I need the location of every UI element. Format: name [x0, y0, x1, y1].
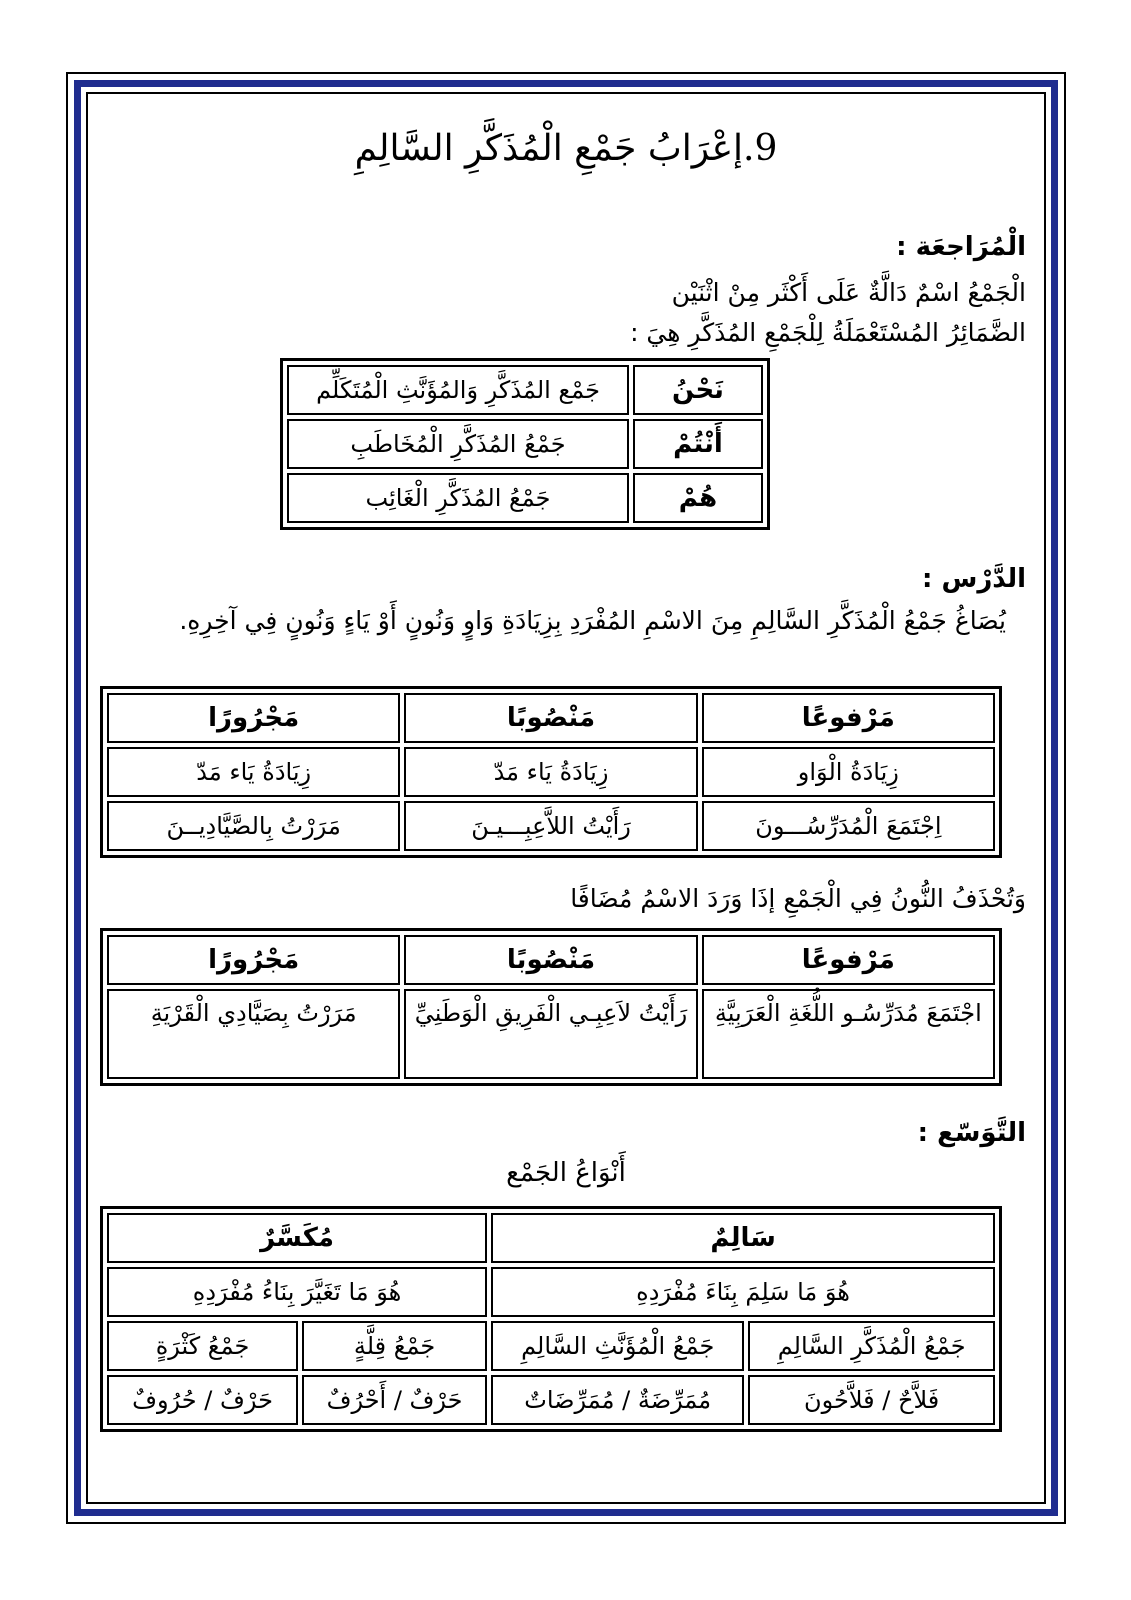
- table-header-row: [107, 693, 995, 743]
- expansion-caption: أَنْوَاعُ الجَمْع: [506, 1158, 626, 1188]
- lesson-text: يُصَاغُ جَمْعُ الْمُذَكَّرِ السَّالِمِ مِنَ الاسْمِ المُفْرَدِ بِزِيَادَةِ وَاوٍ وَنُونٍ أَوْ يَاءٍ وَنُونٍ فِي آخِرِهِ.: [179, 606, 1006, 635]
- pronoun-desc-cell: جَمْع المُذَكَّرِ وَالمُؤَنَّثِ الْمُتَكَلِّم: [287, 365, 629, 415]
- pronouns-table: [280, 358, 770, 530]
- table-row: [107, 1375, 995, 1425]
- review-line-1: الْجَمْعُ اسْمٌ دَالَّةٌ عَلَى أَكْثَر مِنْ اثْنَيْن: [671, 278, 1026, 307]
- header-majrur: مَجْرُورًا: [107, 935, 400, 985]
- expansion-heading: التَّوَسّع :: [917, 1118, 1026, 1148]
- table-cell: زِيَادَةُ يَاء مَدّ: [107, 747, 400, 797]
- table-row: [107, 747, 995, 797]
- table-cell: رَأَيْتُ اللاَّعِبِـــيـنَ: [404, 801, 697, 851]
- subtype-cell: جَمْعُ كَثْرَةٍ: [107, 1321, 298, 1371]
- type-mukassar: مُكَسَّرٌ: [107, 1213, 487, 1263]
- header-mansub: مَنْصُوبًا: [404, 935, 697, 985]
- example-cell: مُمَرِّضَةٌ / مُمَرِّضَاتٌ: [491, 1375, 744, 1425]
- table-cell: رَأَيْتُ لاَعِبِـي الْفَرِيقِ الْوَطَنِيِّ: [404, 989, 697, 1079]
- example-cell: حَرْفٌ / حُرُوفٌ: [107, 1375, 298, 1425]
- table-row: [107, 1321, 995, 1371]
- pronoun-desc-cell: جَمْعُ المُذَكَّرِ الْغَائِب: [287, 473, 629, 523]
- definition-cell: هُوَ مَا سَلِمَ بِنَاءَ مُفْرَدِهِ: [491, 1267, 995, 1317]
- lesson-heading: الدَّرْس :: [922, 564, 1026, 594]
- pronoun-cell: هُمْ: [633, 473, 763, 523]
- type-salim: سَالِمٌ: [491, 1213, 995, 1263]
- deletion-table: [100, 928, 1002, 1086]
- subtype-cell: جَمْعُ قِلَّةٍ: [302, 1321, 487, 1371]
- table-header-row: [107, 935, 995, 985]
- example-cell: فَلاَّحٌ / فَلاَّحُونَ: [748, 1375, 995, 1425]
- subtype-cell: جَمْعُ الْمُذَكَّرِ السَّالِمِ: [748, 1321, 995, 1371]
- table-row: [287, 365, 763, 415]
- header-mansub: مَنْصُوبًا: [404, 693, 697, 743]
- table-row: [107, 989, 995, 1079]
- table-header-row: [107, 1213, 995, 1263]
- lesson-table: [100, 686, 1002, 858]
- table-cell: زِيَادَةُ الْوَاو: [702, 747, 995, 797]
- example-cell: حَرْفٌ / أَحْرُفٌ: [302, 1375, 487, 1425]
- table-cell: زِيَادَةُ يَاء مَدّ: [404, 747, 697, 797]
- header-marfu: مَرْفوعًا: [702, 935, 995, 985]
- table-row: [287, 473, 763, 523]
- table-cell: مَرَرْتُ بِالصَّيَّادِيــنَ: [107, 801, 400, 851]
- subtype-cell: جَمْعُ الْمُؤَنَّثِ السَّالِمِ: [491, 1321, 744, 1371]
- table-row: [287, 419, 763, 469]
- table-cell: مَرَرْتُ بِصَيَّادِي الْقَرْيَةِ: [107, 989, 400, 1079]
- pronoun-cell: نَحْنُ: [633, 365, 763, 415]
- plural-types-table: [100, 1206, 1002, 1432]
- table-row: [107, 801, 995, 851]
- pronoun-desc-cell: جَمْعُ المُذَكَّرِ الْمُخَاطَبِ: [287, 419, 629, 469]
- table-cell: اجْتَمَعَ مُدَرِّسُـو اللُّغَةِ الْعَرَبِيَّةِ: [702, 989, 995, 1079]
- review-line-2: الضَّمَائِرُ المُسْتَعْمَلَةُ لِلْجَمْعِ المُذَكَّرِ هِيَ :: [630, 318, 1026, 347]
- header-majrur: مَجْرُورًا: [107, 693, 400, 743]
- definition-cell: هُوَ مَا تَغَيَّرَ بِنَاءُ مُفْرَدِهِ: [107, 1267, 487, 1317]
- pronoun-cell: أَنْتُمْ: [633, 419, 763, 469]
- table-row: [107, 1267, 995, 1317]
- review-heading: الْمُرَاجعَة :: [896, 232, 1026, 262]
- document-content: [100, 110, 1032, 1490]
- deletion-text: وَتُحْذَفُ النُّونُ فِي الْجَمْعِ إذَا وَرَدَ الاسْمُ مُضَافًا: [570, 884, 1026, 913]
- table-cell: اِجْتَمَعَ الْمُدَرِّسُـــونَ: [702, 801, 995, 851]
- page-title: 9.إعْرَابُ جَمْعِ الْمُذَكَّرِ السَّالِمِ: [354, 128, 778, 169]
- header-marfu: مَرْفوعًا: [702, 693, 995, 743]
